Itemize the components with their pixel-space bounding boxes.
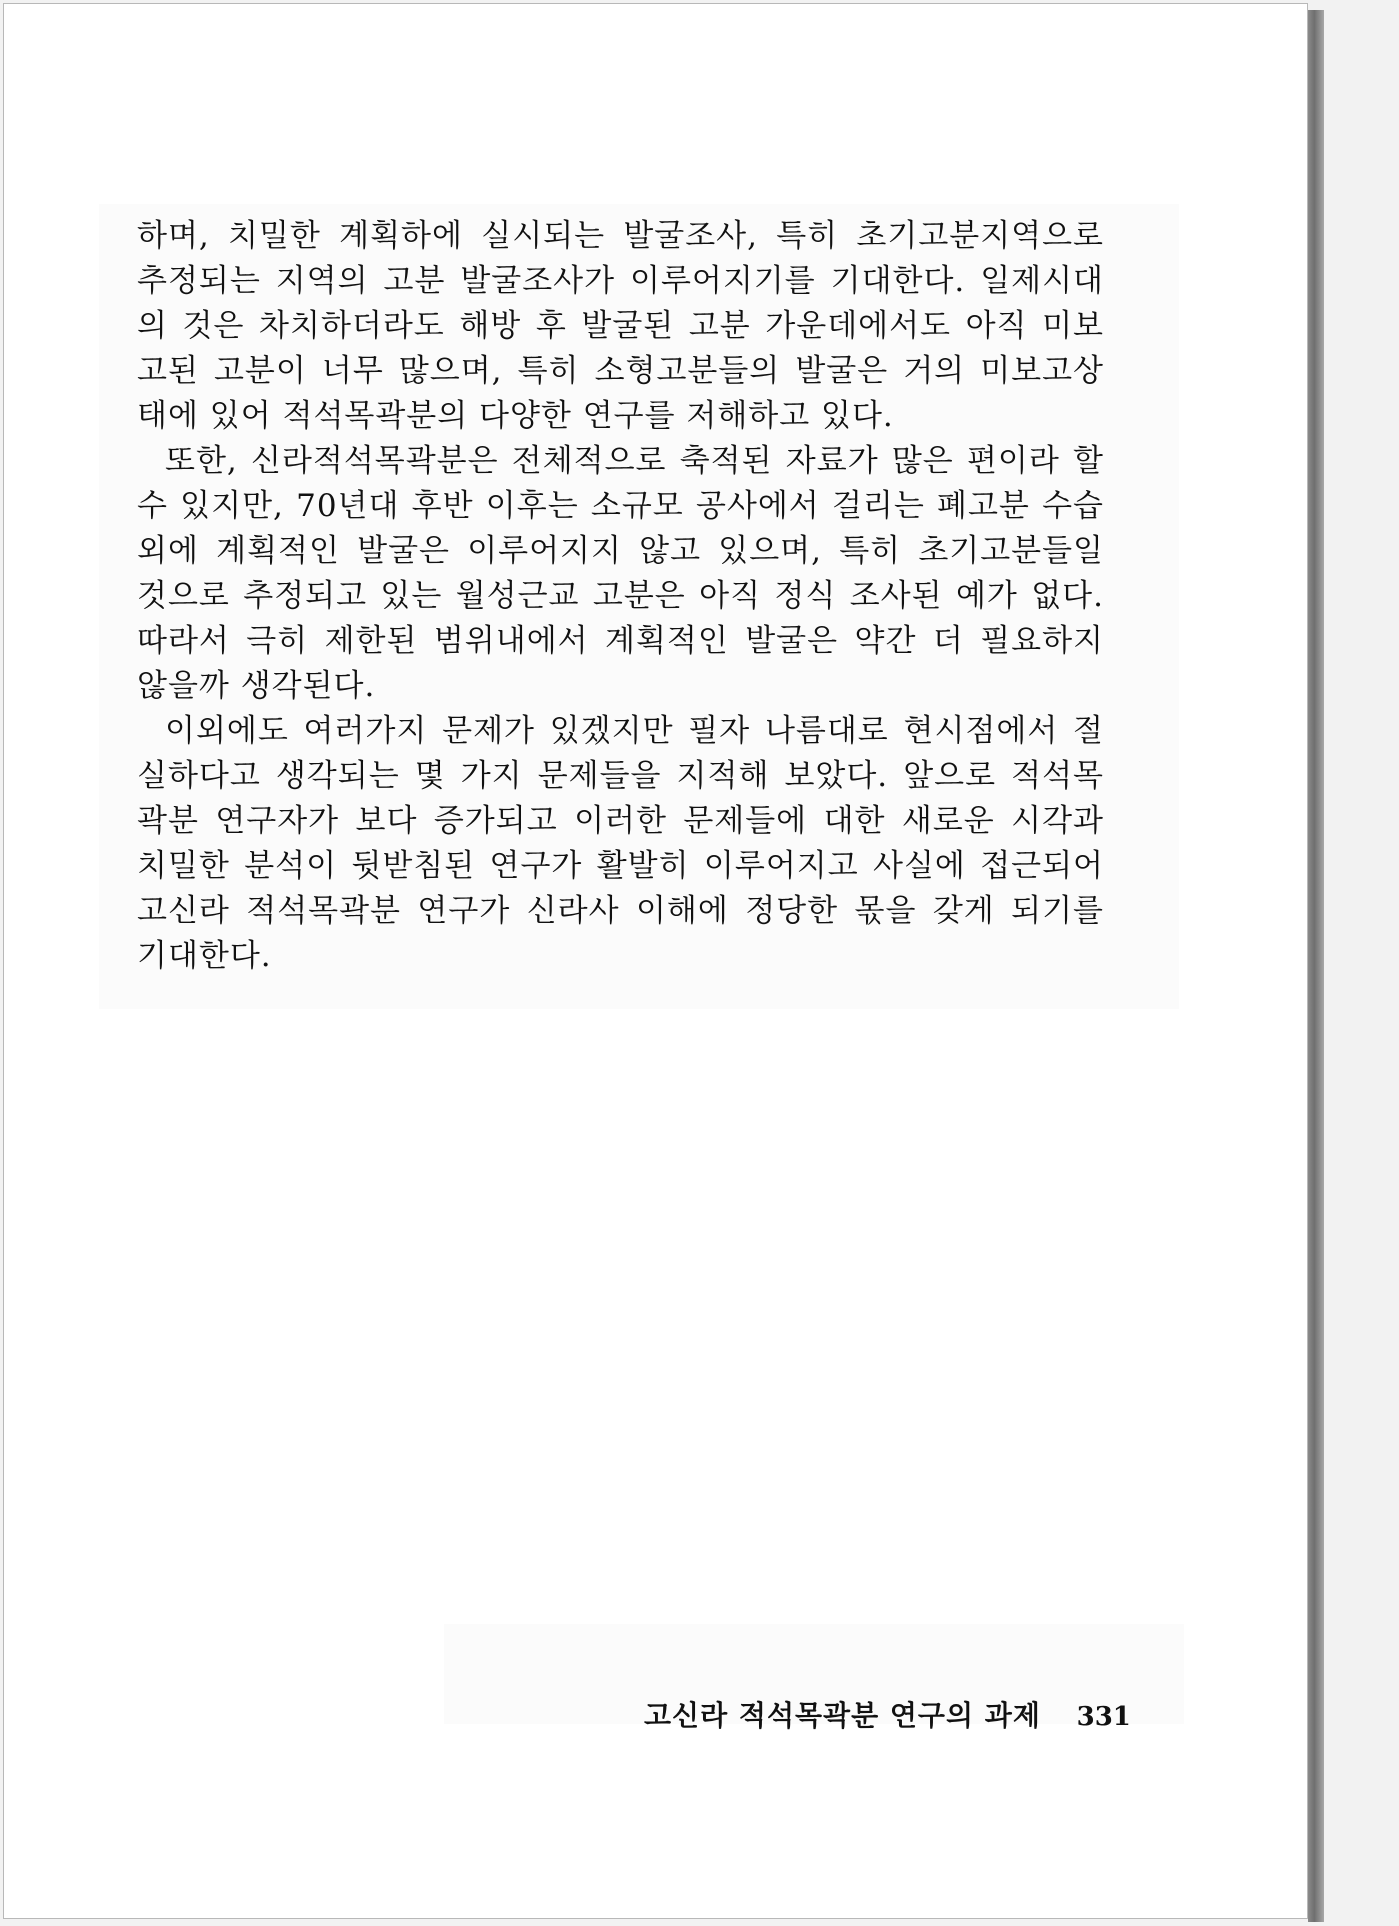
text-line: 또한, 신라적석목곽분은 전체적으로 축적된 자료가 많은 편이라 할: [165, 443, 1104, 479]
text-line: 고된 고분이 너무 많으며, 특히 소형고분들의 발굴은 거의 미보고상: [137, 353, 1104, 389]
text-line: 태에 있어 적석목곽분의 다양한 연구를 저해하고 있다.: [137, 398, 894, 434]
text-line: 실하다고 생각되는 몇 가지 문제들을 지적해 보았다. 앞으로 적석목: [137, 758, 1104, 794]
text-line: 기대한다.: [137, 938, 272, 974]
text-line: 수 있지만, 70년대 후반 이후는 소규모 공사에서 걸리는 폐고분 수습: [137, 488, 1104, 524]
running-title: 고신라 적석목곽분 연구의 과제: [644, 1699, 1041, 1732]
text-line: 따라서 극히 제한된 범위내에서 계획적인 발굴은 약간 더 필요하지: [137, 623, 1104, 659]
body-text: [137, 214, 1104, 979]
text-line: 것으로 추정되고 있는 월성근교 고분은 아직 정식 조사된 예가 없다.: [137, 578, 1104, 614]
page-edge-shadow: [1308, 10, 1324, 1922]
paragraph-2: [137, 439, 1104, 709]
paragraph-1: [137, 214, 1104, 439]
text-line: 고신라 적석목곽분 연구가 신라사 이해에 정당한 몫을 갖게 되기를: [137, 893, 1104, 929]
text-line: 외에 계획적인 발굴은 이루어지지 않고 있으며, 특히 초기고분들일: [137, 533, 1104, 569]
text-line: 이외에도 여러가지 문제가 있겠지만 필자 나름대로 현시점에서 절: [165, 713, 1104, 749]
text-line: 곽분 연구자가 보다 증가되고 이러한 문제들에 대한 새로운 시각과: [137, 803, 1104, 839]
page-number: 331: [1076, 1702, 1131, 1732]
text-line: 않을까 생각된다.: [137, 668, 376, 704]
book-page: [3, 3, 1308, 1919]
paragraph-3: [137, 709, 1104, 979]
text-line: 치밀한 분석이 뒷받침된 연구가 활발히 이루어지고 사실에 접근되어: [137, 848, 1104, 884]
text-line: 의 것은 차치하더라도 해방 후 발굴된 고분 가운데에서도 아직 미보: [137, 308, 1104, 344]
text-line: 추정되는 지역의 고분 발굴조사가 이루어지기를 기대한다. 일제시대: [137, 263, 1104, 299]
running-footer: [644, 1694, 1131, 1734]
text-line: 하며, 치밀한 계획하에 실시되는 발굴조사, 특히 초기고분지역으로: [137, 218, 1104, 254]
